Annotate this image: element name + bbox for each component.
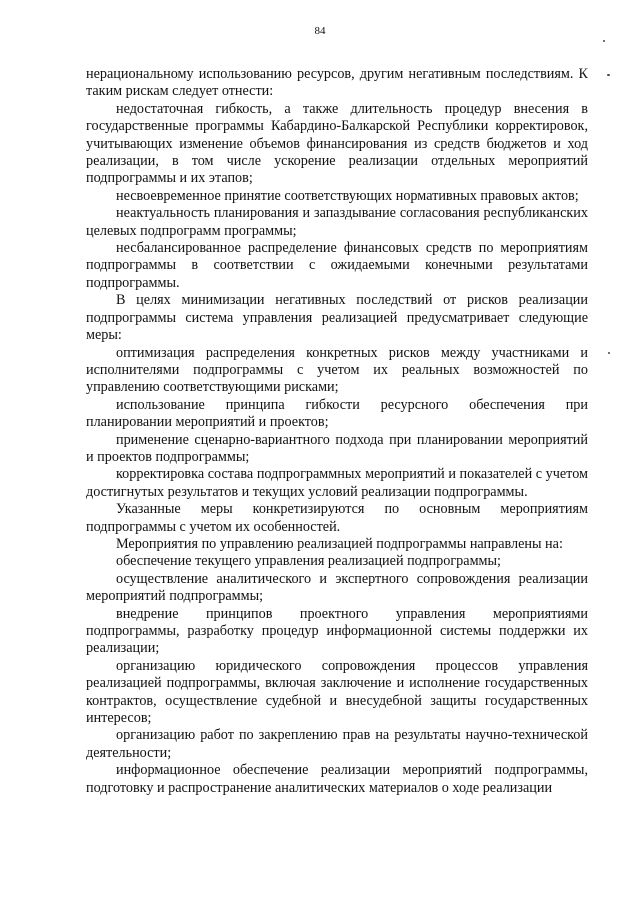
paragraph: недостаточная гибкость, а также длительность процедур внесения в государственные программы Кабардино-Балкарской Республики корректировок, учитывающих изменение объемов финансирования из средств бюджетов и ход реализации, в том числе ускорение реализации отдельных мероприятий подпрограммы и их этапов;	[86, 100, 588, 187]
paragraph: В целях минимизации негативных последствий от рисков реализации подпрограммы система управления реализацией предусматривает следующие меры:	[86, 292, 588, 344]
paragraph: применение сценарно-вариантного подхода при планировании мероприятий и проектов подпрограммы;	[86, 431, 588, 465]
scan-speck	[603, 40, 605, 42]
scan-speck	[607, 74, 610, 76]
document-body	[86, 66, 588, 797]
paragraph: нерациональному использованию ресурсов, другим негативным последствиям. К таким рискам следует отнести:	[86, 66, 588, 100]
paragraph: несбалансированное распределение финансовых средств по мероприятиям подпрограммы в соответствии с ожидаемыми конечными результатами подпрограммы.	[86, 240, 588, 291]
paragraph: обеспечение текущего управления реализацией подпрограммы;	[116, 553, 502, 570]
paragraph: корректировка состава подпрограммных мероприятий и показателей с учетом достигнутых результатов и текущих условий реализации подпрограммы.	[86, 466, 588, 500]
paragraph: осуществление аналитического и экспертного сопровождения реализации мероприятий подпрограммы;	[86, 570, 588, 605]
paragraph: несвоевременное принятие соответствующих нормативных правовых актов;	[116, 187, 579, 204]
page-number: 84	[314, 25, 326, 37]
paragraph: оптимизация распределения конкретных рисков между участниками и исполнителями подпрограммы с учетом их реальных возможностей по управлению соответствующими рисками;	[86, 344, 588, 396]
paragraph: Мероприятия по управлению реализацией подпрограммы направлены на:	[116, 535, 563, 552]
paragraph: использование принципа гибкости ресурсного обеспечения при планировании мероприятий и проектов;	[86, 396, 588, 431]
paragraph: внедрение принципов проектного управления мероприятиями подпрограммы, разработку процедур информационной системы поддержки их реализации;	[86, 605, 588, 657]
paragraph: организацию работ по закреплению прав на результаты научно-технической деятельности;	[86, 727, 588, 761]
paragraph: организацию юридического сопровождения процессов управления реализацией подпрограммы, включая заключение и исполнение государственных контрактов, осуществление судебной и внесудебной защиты государственных интересов;	[86, 657, 588, 727]
paragraph: информационное обеспечение реализации мероприятий подпрограммы, подготовку и распространение аналитических материалов о ходе реализации	[86, 762, 588, 796]
paragraph: неактуальность планирования и запаздывание согласования республиканских целевых подпрограмм программы;	[86, 205, 588, 239]
scan-speck	[608, 352, 610, 354]
paragraph: Указанные меры конкретизируются по основным мероприятиям подпрограммы с учетом их особенностей.	[86, 501, 588, 535]
